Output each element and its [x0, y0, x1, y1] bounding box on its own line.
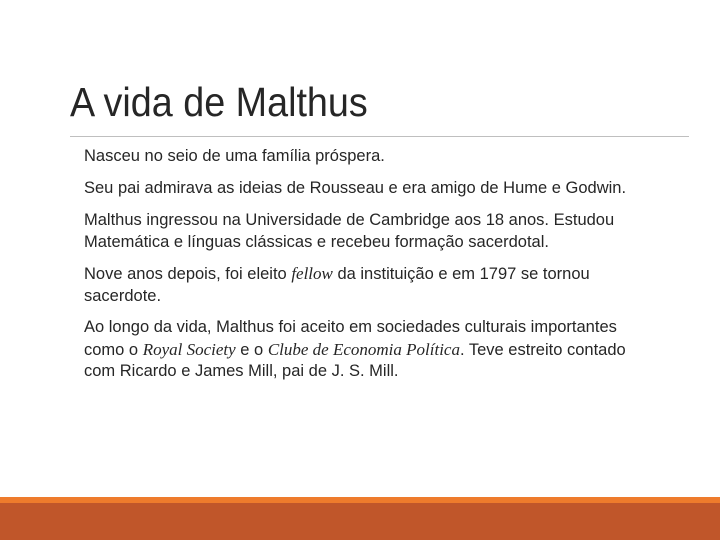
slide-title: A vida de Malthus	[70, 79, 368, 125]
royal-society-term: Royal Society	[142, 339, 236, 359]
paragraph-1: Nasceu no seio de uma família próspera.	[84, 147, 385, 165]
paragraph-2: Seu pai admirava as ideias de Rousseau e era amigo de Hume e Godwin.	[84, 178, 627, 197]
paragraph-5	[84, 317, 644, 383]
slide-body	[84, 146, 644, 393]
paragraph-4-text-a: Nove anos depois, foi eleito	[84, 265, 292, 283]
paragraph-3: Malthus ingressou na Universidade de Cambridge aos 18 anos. Estudou Matemática e línguas clássicas e recebeu formação sacerdotal.	[84, 211, 615, 251]
footer-bar	[0, 503, 720, 540]
paragraph-5-text-b: e o	[235, 340, 268, 359]
paragraph-5-text-c: . Teve estreito contado com Ricardo e James Mill, pai de J. S. Mill.	[84, 340, 626, 380]
title-divider	[70, 136, 689, 137]
paragraph-4	[84, 263, 644, 307]
paragraph-4-text-b: da instituição e em 1797 se tornou sacerdote.	[84, 265, 590, 305]
clube-economia-term: Clube de Economia Política	[267, 339, 460, 359]
fellow-term: fellow	[291, 264, 333, 283]
paragraph-5-text-a: Ao longo da vida, Malthus foi aceito em sociedades culturais importantes como o	[84, 318, 617, 359]
